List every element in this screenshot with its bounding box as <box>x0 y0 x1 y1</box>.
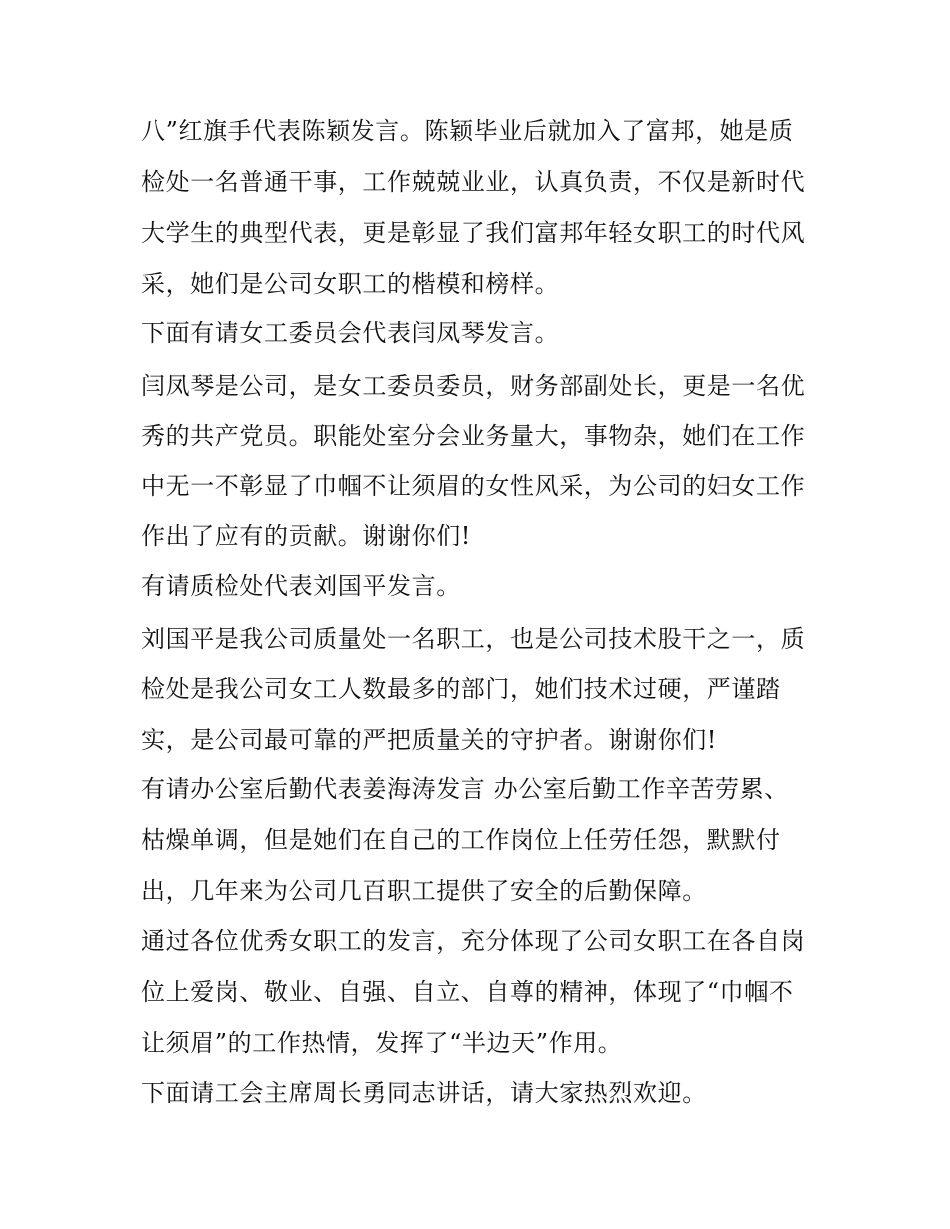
text-line: 采，她们是公司女职工的楷模和榜样。 <box>141 270 560 298</box>
text-line: 检处一名普通干事，工作兢兢业业，认真负责，不仅是新时代 <box>141 168 806 196</box>
text-line: 八”红旗手代表陈颖发言。陈颖毕业后就加入了富邦，她是质 <box>141 117 794 145</box>
text-line: 检处是我公司女工人数最多的部门，她们技术过硬，严谨踏 <box>141 675 781 703</box>
text-line: 位上爱岗、敬业、自强、自立、自尊的精神，体现了“巾帼不 <box>141 978 794 1006</box>
text-line: 作出了应有的贡献。谢谢你们! <box>141 522 472 550</box>
text-line: 实，是公司最可靠的严把质量关的守护者。谢谢你们! <box>141 726 718 754</box>
text-line: 刘国平是我公司质量处一名职工，也是公司技术股干之一，质 <box>141 625 806 653</box>
text-line: 闫凤琴是公司，是女工委员委员，财务部副处长，更是一名优 <box>141 372 806 400</box>
text-line: 下面请工会主席周长勇同志讲话，请大家热烈欢迎。 <box>141 1079 707 1107</box>
text-line: 大学生的典型代表，更是彰显了我们富邦年轻女职工的时代风 <box>141 219 806 247</box>
text-line: 秀的共产党员。职能处室分会业务量大，事物杂，她们在工作 <box>141 422 806 450</box>
text-line: 下面有请女工委员会代表闫凤琴发言。 <box>141 319 560 347</box>
text-line: 让须眉”的工作热情，发挥了“半边天”作用。 <box>141 1029 623 1057</box>
text-line: 中无一不彰显了巾帼不让须眉的女性风采，为公司的妇女工作 <box>141 472 806 500</box>
text-line: 枯燥单调，但是她们在自己的工作岗位上任劳任怨，默默付 <box>141 826 781 854</box>
text-line: 出，几年来为公司几百职工提供了安全的后勤保障。 <box>141 877 707 905</box>
text-line: 有请办公室后勤代表姜海涛发言 办公室后勤工作辛苦劳累、 <box>141 775 789 803</box>
text-line: 有请质检处代表刘国平发言。 <box>141 572 461 600</box>
text-line: 通过各位优秀女职工的发言，充分体现了公司女职工在各自岗 <box>141 927 806 955</box>
